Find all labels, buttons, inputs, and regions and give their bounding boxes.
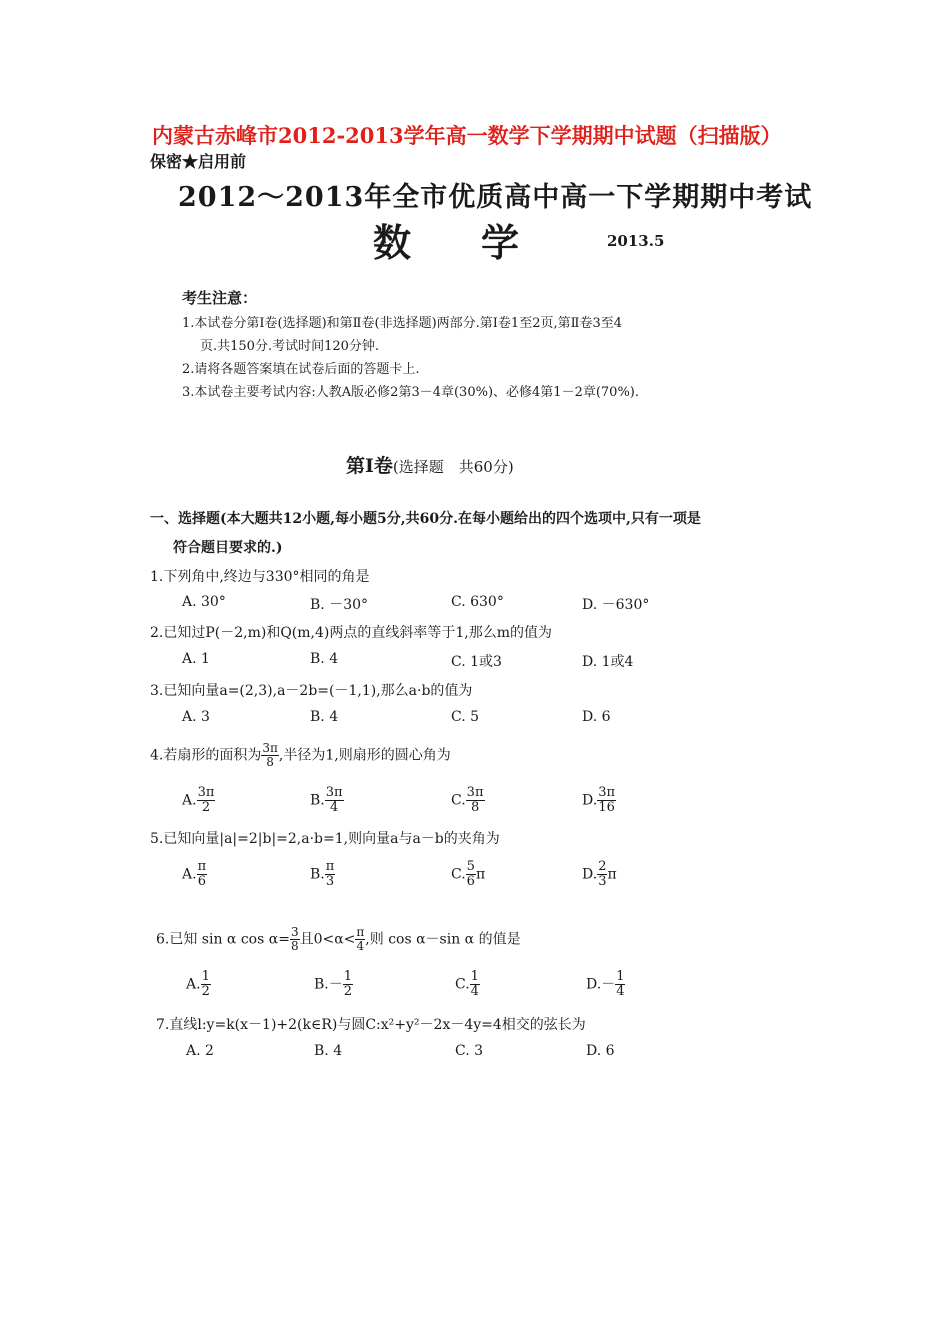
option-label: A. <box>186 976 201 993</box>
option-d: D. 6 <box>582 709 611 725</box>
fraction <box>201 970 211 999</box>
option-label: A. <box>182 792 197 809</box>
numerator: 3π <box>598 785 616 800</box>
numerator: 1 <box>470 969 479 984</box>
numerator: 5 <box>466 859 475 874</box>
option-b <box>314 970 353 999</box>
option-label: C. <box>455 976 470 993</box>
option-c: C. 3 <box>455 1043 484 1059</box>
part-subtitle: (选择题 共60分) <box>392 458 514 476</box>
question-stem-part: ,半径为1,则扇形的圆心角为 <box>278 747 451 764</box>
fraction <box>261 742 279 769</box>
question-1: 1.下列角中,终边与330°相同的角是 <box>150 569 370 585</box>
denominator: 8 <box>470 800 480 815</box>
numerator: 3π <box>466 785 484 800</box>
page-title: 内蒙古赤峰市2012-2013学年高一数学下学期期中试题（扫描版） <box>152 123 782 148</box>
fraction <box>355 926 365 953</box>
option-b: B. 4 <box>310 709 339 725</box>
numerator: 3π <box>197 785 215 800</box>
numerator: 1 <box>201 969 210 984</box>
fraction <box>343 970 353 999</box>
option-a <box>182 786 215 815</box>
numerator: 2 <box>598 859 607 874</box>
option-suffix: π <box>475 866 486 883</box>
part-title: 第Ⅰ卷 <box>346 455 393 477</box>
notice-item: 页.共150分.考试时间120分钟. <box>200 339 380 354</box>
question-2: 2.已知过P(－2,m)和Q(m,4)两点的直线斜率等于1,那么m的值为 <box>150 625 552 641</box>
numerator: 3π <box>325 785 343 800</box>
question-6 <box>156 926 521 953</box>
section-instructions: 一、选择题(本大题共12小题,每小题5分,共60分.在每小题给出的四个选项中,只有一项是 <box>150 511 701 527</box>
option-c <box>451 860 485 889</box>
denominator: 4 <box>330 800 339 815</box>
denominator: 8 <box>266 755 274 769</box>
option-c: C. 5 <box>451 709 480 725</box>
option-c <box>455 970 480 999</box>
fraction <box>597 860 607 889</box>
fraction <box>470 970 480 999</box>
exam-date: 2013.5 <box>607 232 665 250</box>
fraction <box>466 786 485 815</box>
denominator: 3 <box>598 874 607 889</box>
option-label: D. <box>582 792 598 809</box>
question-stem-part: ,则 cos α－sin α 的值是 <box>365 931 521 948</box>
option-c: C. 630° <box>451 594 504 610</box>
confidential-label: 保密★启用前 <box>150 152 247 171</box>
question-3: 3.已知向量a=(2,3),a－2b=(－1,1),那么a·b的值为 <box>150 683 473 699</box>
option-a: A. 3 <box>182 709 210 725</box>
denominator: 2 <box>201 984 210 999</box>
option-a: A. 1 <box>182 651 210 667</box>
option-b <box>310 786 344 815</box>
denominator: 6 <box>466 874 475 889</box>
option-d <box>582 860 617 889</box>
notice-item: 3.本试卷主要考试内容:人教A版必修2第3－4章(30%)、必修4第1－2章(70%). <box>182 385 640 400</box>
option-label: B. <box>310 866 325 883</box>
denominator: 2 <box>201 800 211 815</box>
fraction <box>466 860 476 889</box>
option-a <box>182 860 207 889</box>
numerator: 3 <box>290 925 299 939</box>
section-instructions-cont: 符合题目要求的.) <box>173 540 283 556</box>
numerator: 3π <box>262 741 278 755</box>
subject-title: 数学 <box>373 220 590 265</box>
numerator: π <box>356 925 365 939</box>
option-c <box>451 786 485 815</box>
question-stem-part: 4.若扇形的面积为 <box>150 747 262 764</box>
fraction <box>197 786 216 815</box>
option-a <box>186 970 211 999</box>
denominator: 6 <box>197 874 206 889</box>
option-b: B. 4 <box>310 651 339 667</box>
numerator: 1 <box>616 969 625 984</box>
part-heading <box>346 451 514 478</box>
option-b: B. 4 <box>314 1043 343 1059</box>
denominator: 4 <box>616 984 625 999</box>
exam-title: 2012～2013年全市优质高中高一下学期期中考试 <box>178 182 813 213</box>
option-d <box>582 786 616 815</box>
notice-item: 1.本试卷分第Ⅰ卷(选择题)和第Ⅱ卷(非选择题)两部分.第Ⅰ卷1至2页,第Ⅱ卷3至4 <box>182 316 622 331</box>
option-d: D. 1或4 <box>582 654 634 670</box>
option-a: A. 30° <box>182 594 226 610</box>
fraction <box>597 786 616 815</box>
question-5: 5.已知向量|a|=2|b|=2,a·b=1,则向量a与a－b的夹角为 <box>150 831 500 847</box>
option-label: B. <box>310 792 325 809</box>
option-suffix: π <box>607 866 617 883</box>
fraction <box>290 926 300 953</box>
denominator: 2 <box>343 984 353 999</box>
option-c: C. 1或3 <box>451 654 502 670</box>
denominator: 4 <box>356 939 365 953</box>
option-b: B. －30° <box>310 597 369 613</box>
option-sign: － <box>601 976 616 993</box>
option-label: D. <box>582 866 598 883</box>
denominator: 4 <box>470 984 479 999</box>
option-d: D. 6 <box>586 1043 615 1059</box>
numerator: 1 <box>343 969 353 984</box>
option-d <box>586 970 625 999</box>
fraction <box>325 786 344 815</box>
option-label: C. <box>451 792 466 809</box>
notice-item: 2.请将各题答案填在试卷后面的答题卡上. <box>182 362 420 377</box>
denominator: 3 <box>325 874 335 889</box>
option-label: C. <box>451 866 466 883</box>
question-stem-part: 且0<α< <box>299 931 356 948</box>
option-b <box>310 860 335 889</box>
fraction <box>615 970 625 999</box>
denominator: 8 <box>290 939 299 953</box>
option-a: A. 2 <box>186 1043 214 1059</box>
question-4 <box>150 742 451 769</box>
option-label: B. <box>314 976 329 993</box>
question-7: 7.直线l:y=k(x－1)+2(k∈R)与圆C:x²+y²－2x－4y=4相交的弦长为 <box>156 1017 586 1033</box>
fraction <box>197 860 208 889</box>
numerator: π <box>197 859 207 874</box>
fraction <box>325 860 336 889</box>
option-sign: － <box>328 976 343 993</box>
option-d: D. －630° <box>582 597 650 613</box>
question-stem-part: 6.已知 sin α cos α= <box>156 931 290 948</box>
denominator: 16 <box>598 800 615 815</box>
notice-heading: 考生注意： <box>182 289 258 307</box>
option-label: D. <box>586 976 602 993</box>
numerator: π <box>325 859 335 874</box>
option-label: A. <box>182 866 197 883</box>
